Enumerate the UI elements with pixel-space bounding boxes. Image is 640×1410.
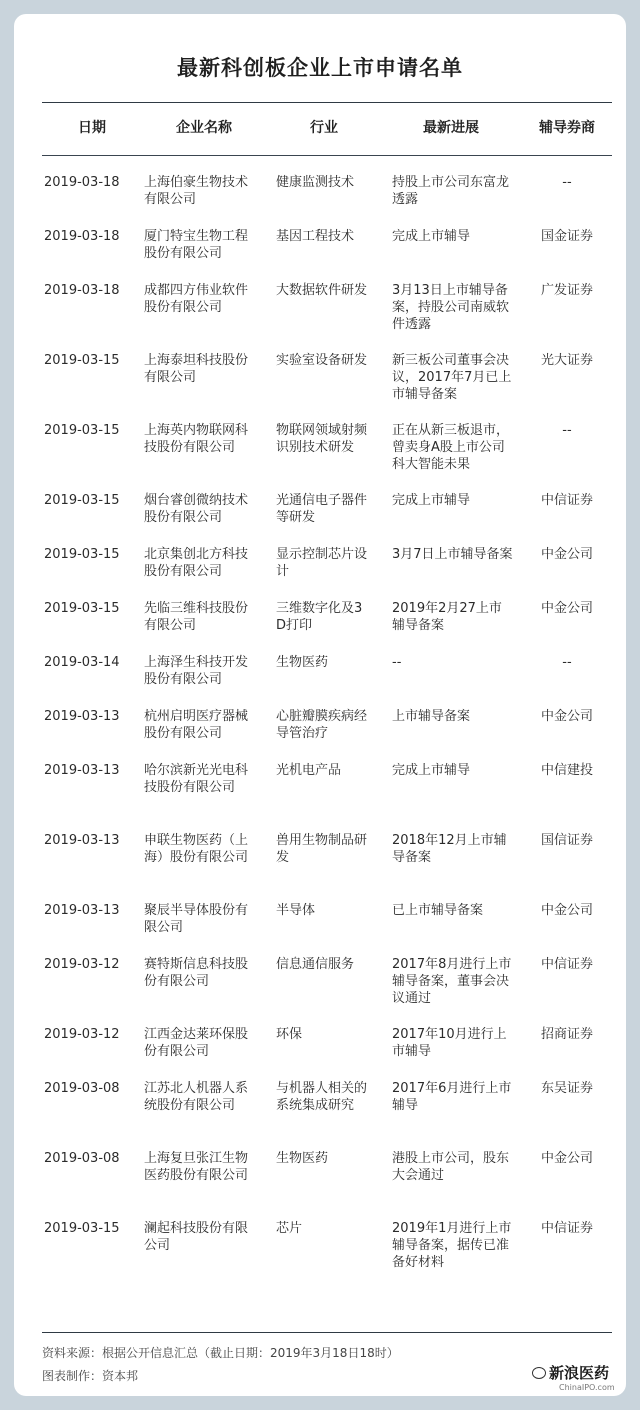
cell-advisor-text: 中金公司	[540, 903, 593, 918]
cell-advisor-text: 中金公司	[540, 709, 593, 724]
cell-industry-text: 光通信电子器件等研发	[276, 493, 368, 525]
cell-advisor-text: 中信建投	[540, 763, 593, 778]
cell-industry	[276, 956, 392, 1026]
cell-industry	[276, 422, 392, 492]
cell-advisor-text: --	[562, 423, 572, 438]
cell-progress-text: 3月7日上市辅导备案	[392, 547, 513, 562]
cell-progress-text: 已上市辅导备案	[392, 903, 484, 918]
cell-company-text: 厦门特宝生物工程股份有限公司	[144, 229, 249, 261]
cell-date	[42, 654, 144, 708]
table-row	[42, 1150, 612, 1220]
cell-industry	[276, 600, 392, 654]
cell-company	[144, 228, 276, 282]
cell-company	[144, 654, 276, 708]
cell-advisor	[522, 174, 612, 228]
cell-industry	[276, 546, 392, 600]
cell-company-text: 成都四方伟业软件股份有限公司	[144, 283, 249, 315]
cell-date	[42, 708, 144, 762]
cell-industry	[276, 1080, 392, 1150]
cell-advisor	[522, 1150, 612, 1220]
cell-progress	[392, 762, 522, 832]
cell-advisor	[522, 902, 612, 956]
cell-company	[144, 352, 276, 422]
cell-advisor-text: --	[562, 175, 572, 190]
cell-company	[144, 956, 276, 1026]
cell-company-text: 上海英内物联网科技股份有限公司	[144, 423, 249, 455]
cell-company	[144, 708, 276, 762]
cell-company-text: 江西金达莱环保股份有限公司	[144, 1027, 249, 1059]
cell-company	[144, 1220, 276, 1290]
cell-industry-text: 基因工程技术	[276, 229, 355, 244]
cell-date-text: 2019-03-18	[44, 283, 120, 298]
cell-advisor	[522, 492, 612, 546]
cell-date-text: 2019-03-13	[44, 763, 120, 778]
cell-industry-text: 兽用生物制品研发	[276, 833, 368, 865]
cell-advisor	[522, 832, 612, 902]
cell-company-text: 澜起科技股份有限公司	[144, 1221, 249, 1253]
cell-company-text: 北京集创北方科技股份有限公司	[144, 547, 249, 579]
cell-date-text: 2019-03-15	[44, 601, 120, 616]
cell-progress	[392, 654, 522, 708]
cell-company	[144, 1150, 276, 1220]
cell-advisor	[522, 546, 612, 600]
table-card	[14, 14, 626, 1396]
cell-progress	[392, 228, 522, 282]
cell-progress	[392, 492, 522, 546]
cell-advisor-text: 国金证券	[540, 229, 593, 244]
cell-company-text: 上海复旦张江生物医药股份有限公司	[144, 1151, 249, 1183]
cell-company	[144, 600, 276, 654]
brand-logo-subtext: ChinaIPO.com	[559, 1383, 615, 1392]
table-row	[42, 1026, 612, 1080]
cell-progress	[392, 174, 522, 228]
cell-advisor	[522, 600, 612, 654]
cell-industry	[276, 708, 392, 762]
cell-industry-text: 实验室设备研发	[276, 353, 368, 368]
cell-date-text: 2019-03-15	[44, 547, 120, 562]
cell-progress	[392, 1026, 522, 1080]
cell-company	[144, 1026, 276, 1080]
cell-date	[42, 1150, 144, 1220]
table-row	[42, 1080, 612, 1150]
brand-logo-text: 新浪医药	[549, 1364, 610, 1382]
cell-advisor	[522, 282, 612, 352]
cell-company-text: 赛特斯信息科技股份有限公司	[144, 957, 249, 989]
cell-company-text: 杭州启明医疗器械股份有限公司	[144, 709, 249, 741]
cell-industry-text: 信息通信服务	[276, 957, 355, 972]
cell-progress-text: 上市辅导备案	[392, 709, 471, 724]
cell-progress-text: 完成上市辅导	[392, 763, 471, 778]
cell-industry-text: 三维数字化及3D打印	[276, 601, 363, 633]
cell-date	[42, 600, 144, 654]
cell-date-text: 2019-03-08	[44, 1151, 120, 1166]
cell-date	[42, 174, 144, 228]
cell-company	[144, 832, 276, 902]
top-rule	[42, 102, 612, 103]
cell-date-text: 2019-03-13	[44, 903, 120, 918]
cell-advisor	[522, 1220, 612, 1290]
cell-company-text: 先临三维科技股份有限公司	[144, 601, 249, 633]
cell-industry-text: 大数据软件研发	[276, 283, 368, 298]
cell-progress-text: 完成上市辅导	[392, 229, 471, 244]
header-progress: 最新进展	[423, 120, 479, 136]
header-company: 企业名称	[176, 120, 232, 136]
cell-industry-text: 光机电产品	[276, 763, 342, 778]
cell-advisor-text: 东吴证券	[540, 1081, 593, 1096]
cell-progress	[392, 708, 522, 762]
cell-industry-text: 显示控制芯片设计	[276, 547, 368, 579]
cell-date-text: 2019-03-15	[44, 423, 120, 438]
header-rule	[42, 155, 612, 156]
table-row	[42, 956, 612, 1026]
cell-advisor	[522, 654, 612, 708]
table-row	[42, 762, 612, 832]
cell-company	[144, 546, 276, 600]
cell-industry-text: 芯片	[276, 1221, 303, 1236]
cell-industry-text: 生物医药	[276, 655, 329, 670]
cell-advisor	[522, 1080, 612, 1150]
cell-advisor	[522, 762, 612, 832]
cell-company	[144, 762, 276, 832]
cell-progress-text: 2018年12月上市辅导备案	[392, 833, 507, 865]
cell-progress-text: 新三板公司董事会决议，2017年7月已上市辅导备案	[392, 353, 512, 402]
cell-date	[42, 956, 144, 1026]
cell-date	[42, 1080, 144, 1150]
cell-date	[42, 492, 144, 546]
cell-industry	[276, 1150, 392, 1220]
cell-progress-text: 港股上市公司，股东大会通过	[392, 1151, 510, 1183]
cell-progress	[392, 282, 522, 352]
cell-date	[42, 228, 144, 282]
table-row	[42, 174, 612, 228]
cell-industry-text: 生物医药	[276, 1151, 329, 1166]
cell-progress	[392, 1150, 522, 1220]
table-row	[42, 832, 612, 902]
cell-advisor-text: 中金公司	[540, 1151, 593, 1166]
cell-company-text: 上海泽生科技开发股份有限公司	[144, 655, 249, 687]
cell-progress-text: 2017年6月进行上市辅导	[392, 1081, 512, 1113]
table-row	[42, 600, 612, 654]
cell-company	[144, 492, 276, 546]
cell-advisor-text: 中信证券	[540, 493, 593, 508]
table-row	[42, 902, 612, 956]
cell-progress-text: 持股上市公司东富龙透露	[392, 175, 510, 207]
cell-date	[42, 282, 144, 352]
source-note: 资料来源：根据公开信息汇总（截止日期：2019年3月18日18时）	[42, 1346, 399, 1360]
cell-progress-text: 正在从新三板退市，曾卖身A股上市公司科大智能未果	[392, 423, 510, 472]
cell-date-text: 2019-03-15	[44, 493, 120, 508]
cell-progress	[392, 1220, 522, 1290]
cell-company	[144, 422, 276, 492]
cell-company-text: 申联生物医药（上海）股份有限公司	[144, 833, 249, 865]
cell-advisor	[522, 956, 612, 1026]
cell-industry	[276, 174, 392, 228]
cell-advisor	[522, 708, 612, 762]
cell-advisor-text: 国信证券	[540, 833, 593, 848]
table-row	[42, 546, 612, 600]
table-row	[42, 228, 612, 282]
table-row	[42, 1220, 612, 1290]
cell-company-text: 江苏北人机器人系统股份有限公司	[144, 1081, 249, 1113]
cell-date	[42, 422, 144, 492]
page-title: 最新科创板企业上市申请名单	[177, 56, 463, 80]
cell-industry	[276, 492, 392, 546]
cell-progress-text: --	[392, 655, 402, 670]
cell-industry-text: 心脏瓣膜疾病经导管治疗	[276, 709, 368, 741]
cell-industry	[276, 352, 392, 422]
cell-date	[42, 902, 144, 956]
table-row	[42, 708, 612, 762]
cell-progress-text: 3月13日上市辅导备案，持股公司南威软件透露	[392, 283, 510, 332]
cell-advisor-text: 中金公司	[540, 601, 593, 616]
cell-progress-text: 2019年2月27上市辅导备案	[392, 601, 502, 633]
table-row	[42, 282, 612, 352]
cell-progress-text: 2017年8月进行上市辅导备案，董事会决议通过	[392, 957, 512, 1006]
cell-date-text: 2019-03-13	[44, 833, 120, 848]
cell-date	[42, 832, 144, 902]
cell-advisor	[522, 228, 612, 282]
cell-industry	[276, 228, 392, 282]
cell-industry-text: 物联网领域射频识别技术研发	[276, 423, 368, 455]
cell-company-text: 上海泰坦科技股份有限公司	[144, 353, 249, 385]
cell-advisor	[522, 1026, 612, 1080]
cell-date-text: 2019-03-18	[44, 175, 120, 190]
cell-date-text: 2019-03-08	[44, 1081, 120, 1096]
table-row	[42, 654, 612, 708]
table-row	[42, 492, 612, 546]
cell-industry	[276, 282, 392, 352]
cell-industry-text: 健康监测技术	[276, 175, 355, 190]
cell-industry	[276, 762, 392, 832]
cell-company-text: 烟台睿创微纳技术股份有限公司	[144, 493, 249, 525]
cell-advisor-text: 中信证券	[540, 1221, 593, 1236]
cell-advisor-text: 中金公司	[540, 547, 593, 562]
cell-date-text: 2019-03-12	[44, 957, 120, 972]
cell-progress-text: 2019年1月进行上市辅导备案，据传已准备好材料	[392, 1221, 512, 1270]
cell-advisor-text: 光大证券	[540, 353, 593, 368]
cell-industry-text: 环保	[276, 1027, 303, 1042]
cell-date-text: 2019-03-18	[44, 229, 120, 244]
cell-date-text: 2019-03-12	[44, 1027, 120, 1042]
cell-progress	[392, 902, 522, 956]
cell-date	[42, 1026, 144, 1080]
cell-industry	[276, 654, 392, 708]
cell-industry	[276, 832, 392, 902]
cell-progress	[392, 546, 522, 600]
cell-progress	[392, 422, 522, 492]
cell-company-text: 上海伯豪生物技术有限公司	[144, 175, 249, 207]
cell-date-text: 2019-03-13	[44, 709, 120, 724]
cell-industry	[276, 1220, 392, 1290]
cell-progress	[392, 832, 522, 902]
cell-industry-text: 半导体	[276, 903, 316, 918]
cell-date-text: 2019-03-14	[44, 655, 120, 670]
cell-progress	[392, 1080, 522, 1150]
header-industry: 行业	[310, 120, 338, 136]
cell-advisor-text: 广发证券	[540, 283, 593, 298]
cell-date-text: 2019-03-15	[44, 353, 120, 368]
cell-progress	[392, 600, 522, 654]
cell-date	[42, 1220, 144, 1290]
cell-company	[144, 282, 276, 352]
cell-date	[42, 352, 144, 422]
cell-date-text: 2019-03-15	[44, 1221, 120, 1236]
cell-date	[42, 762, 144, 832]
header-date: 日期	[78, 120, 106, 136]
table-row	[42, 352, 612, 422]
cell-progress	[392, 352, 522, 422]
cell-company-text: 哈尔滨新光光电科技股份有限公司	[144, 763, 249, 795]
cell-progress	[392, 956, 522, 1026]
cell-industry	[276, 902, 392, 956]
brand-logo	[532, 1362, 609, 1383]
cell-company	[144, 174, 276, 228]
cell-advisor-text: --	[562, 655, 572, 670]
cell-advisor	[522, 352, 612, 422]
cell-progress-text: 2017年10月进行上市辅导	[392, 1027, 507, 1059]
table-row	[42, 422, 612, 492]
cell-company	[144, 902, 276, 956]
wechat-icon	[532, 1367, 546, 1379]
cell-industry	[276, 1026, 392, 1080]
cell-advisor-text: 中信证券	[540, 957, 593, 972]
cell-industry-text: 与机器人相关的系统集成研究	[276, 1081, 368, 1113]
cell-advisor-text: 招商证券	[540, 1027, 593, 1042]
made-by-note: 图表制作：资本邦	[42, 1369, 139, 1383]
cell-date	[42, 546, 144, 600]
cell-company-text: 聚辰半导体股份有限公司	[144, 903, 249, 935]
bottom-rule	[42, 1332, 612, 1333]
listing-table	[42, 174, 612, 1290]
header-advisor: 辅导券商	[539, 120, 595, 136]
cell-progress-text: 完成上市辅导	[392, 493, 471, 508]
cell-company	[144, 1080, 276, 1150]
cell-advisor	[522, 422, 612, 492]
